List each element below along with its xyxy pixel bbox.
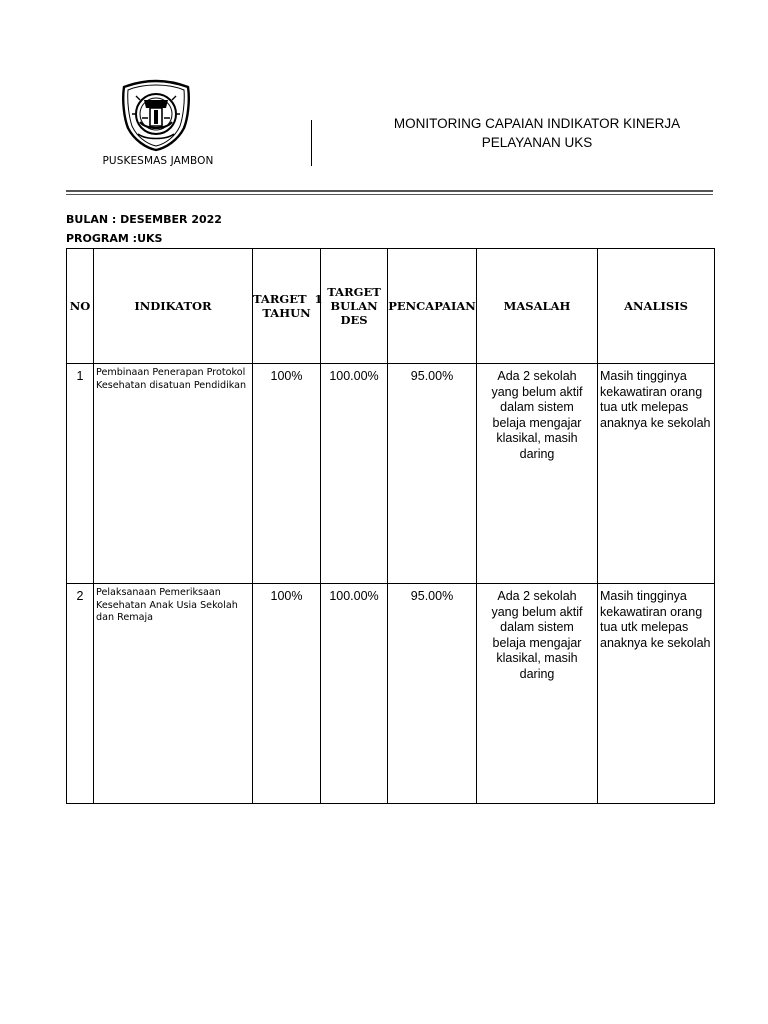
- table-row: [67, 584, 715, 804]
- cell-indikator: Pelaksanaan Pemeriksaan Kesehatan Anak Usia Sekolah dan Remaja: [94, 584, 253, 804]
- header-target-bulan-line1: TARGET: [327, 285, 381, 299]
- title-line-2: PELAYANAN UKS: [481, 135, 593, 150]
- cell-pencapaian: 95.00%: [388, 584, 477, 804]
- cell-analisis: Masih tingginya kekawatiran orang tua utk melepas anaknya ke sekolah: [598, 584, 715, 804]
- cell-masalah: Ada 2 sekolah yang belum aktif dalam sistem belaja mengajar klasikal, masih daring: [477, 364, 598, 584]
- cell-target-tahun: 100%: [253, 584, 321, 804]
- table-row: [67, 364, 715, 584]
- header-indikator: INDIKATOR: [94, 249, 253, 364]
- cell-target-tahun: 100%: [253, 364, 321, 584]
- header-rule-bottom: [66, 194, 713, 196]
- header-target-bulan: [321, 249, 388, 364]
- puskesmas-seal-logo: [118, 78, 194, 152]
- cell-pencapaian: 95.00%: [388, 364, 477, 584]
- program-label: PROGRAM :UKS: [66, 232, 163, 245]
- document-title: [352, 114, 722, 152]
- header-target-bulan-line3: DES: [340, 313, 368, 327]
- cell-target-bulan: 100.00%: [321, 584, 388, 804]
- header-analisis: ANALISIS: [598, 249, 715, 364]
- title-line-1: MONITORING CAPAIAN INDIKATOR KINERJA: [393, 116, 681, 131]
- header-masalah: MASALAH: [477, 249, 598, 364]
- cell-indikator: Pembinaan Penerapan Protokol Kesehatan disatuan Pendidikan: [94, 364, 253, 584]
- organization-name: PUSKESMAS JAMBON: [102, 155, 214, 167]
- cell-no: 1: [67, 364, 94, 584]
- header-rule-top: [66, 190, 713, 192]
- header-no: NO: [67, 249, 94, 364]
- header-target-bulan-line2: BULAN: [330, 299, 378, 313]
- header-pencapaian: PENCAPAIAN: [388, 249, 477, 364]
- header-divider: [311, 120, 312, 166]
- cell-analisis: Masih tingginya kekawatiran orang tua utk melepas anaknya ke sekolah: [598, 364, 715, 584]
- indicator-table: [66, 248, 715, 804]
- cell-masalah: Ada 2 sekolah yang belum aktif dalam sistem belaja mengajar klasikal, masih daring: [477, 584, 598, 804]
- month-label: BULAN : DESEMBER 2022: [66, 213, 222, 226]
- header-target-tahun: [253, 249, 321, 364]
- cell-target-bulan: 100.00%: [321, 364, 388, 584]
- cell-no: 2: [67, 584, 94, 804]
- header-target-tahun-line1: TARGET 1: [253, 292, 323, 306]
- table-header-row: [67, 249, 715, 364]
- header-target-tahun-line2: TAHUN: [262, 306, 311, 320]
